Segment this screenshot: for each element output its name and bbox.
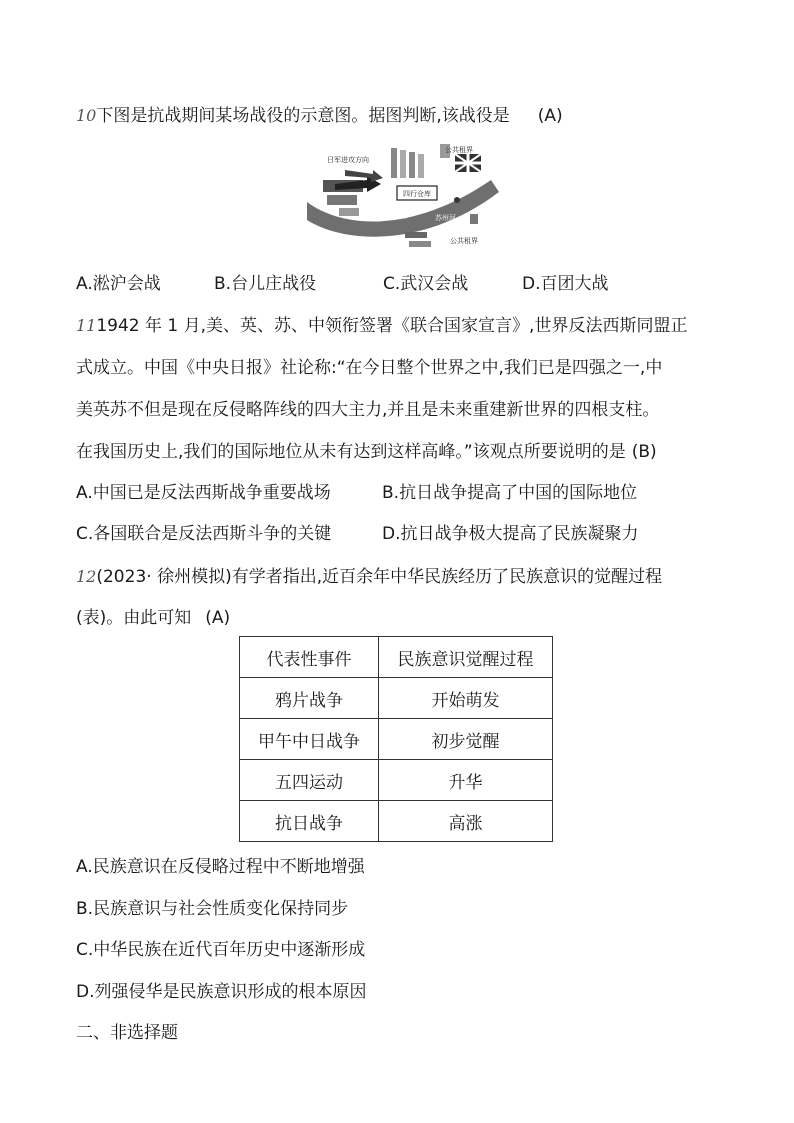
option-b: B.民族意识与社会性质变化保持同步	[76, 899, 349, 919]
option-d: D.列强侵华是民族意识形成的根本原因	[76, 982, 367, 1002]
option-a: A.中国已是反法西斯战争重要战场	[76, 483, 331, 503]
building-block	[409, 241, 431, 247]
map-label-warehouse: 四行仓库	[403, 190, 431, 198]
table-row	[240, 801, 553, 842]
question-stem: 下图是抗战期间某场战役的示意图。据图判断,该战役是	[96, 106, 510, 126]
option-c: C.各国联合是反法西斯斗争的关键	[76, 524, 332, 544]
answer-key: (A)	[205, 608, 231, 628]
table-row	[240, 760, 553, 801]
table-header: 民族意识觉醒过程	[379, 637, 553, 678]
awakening-table	[239, 636, 553, 842]
table-row	[240, 719, 553, 760]
building-block	[339, 208, 359, 216]
table-cell: 初步觉醒	[379, 719, 553, 760]
table-cell: 升华	[379, 760, 553, 801]
table-cell: 五四运动	[240, 760, 379, 801]
question-number: 11	[76, 316, 97, 335]
answer-key: (A)	[537, 106, 563, 126]
table-header: 代表性事件	[240, 637, 379, 678]
table-row	[240, 678, 553, 719]
q11-options-row	[76, 481, 637, 505]
building-block	[409, 152, 415, 178]
building-block	[391, 148, 397, 178]
option-c: C.中华民族在近代百年历史中逐渐形成	[76, 940, 366, 960]
battle-map-figure	[305, 140, 501, 252]
question-stem: (表)。由此可知	[76, 608, 192, 628]
building-block	[327, 195, 357, 205]
table-cell: 甲午中日战争	[240, 719, 379, 760]
question-stem: 在我国历史上,我们的国际地位从未有达到这样高峰。”该观点所要说明的是	[76, 442, 626, 462]
building-block	[470, 214, 478, 224]
map-label-direction: 日军进攻方向	[327, 156, 369, 164]
option-d: D.百团大战	[522, 274, 609, 294]
map-label-concession: 公共租界	[445, 146, 473, 154]
battle-map-svg	[305, 140, 501, 252]
option-a: A.民族意识在反侵略过程中不断地增强	[76, 857, 365, 877]
q11-stem-line	[76, 440, 657, 464]
map-label-river: 苏州河	[435, 214, 456, 222]
british-flag-icon	[455, 154, 481, 172]
building-block	[405, 232, 427, 238]
q10-stem-line	[76, 104, 563, 128]
q11-stem-line	[76, 314, 687, 338]
table-cell: 开始萌发	[379, 678, 553, 719]
table-header-row	[240, 637, 553, 678]
option-c: C.武汉会战	[383, 274, 469, 294]
q10-options	[76, 272, 609, 296]
building-block	[418, 154, 424, 178]
building-block	[400, 150, 406, 178]
map-marker-dot	[454, 197, 460, 203]
q12-stem-line	[76, 606, 230, 630]
question-stem: (2023· 徐州模拟)有学者指出,近百余年中华民族经历了民族意识的觉醒过程	[96, 567, 663, 587]
table-cell: 鸦片战争	[240, 678, 379, 719]
table-cell: 抗日战争	[240, 801, 379, 842]
q11-stem-line: 美英苏不但是现在反侵略阵线的四大主力,并且是未来重建新世界的四根支柱。	[76, 400, 660, 420]
option-b: B.台儿庄战役	[214, 274, 317, 294]
table-cell: 高涨	[379, 801, 553, 842]
question-stem: 1942 年 1 月,美、英、苏、中领衔签署《联合国家宣言》,世界反法西斯同盟正	[96, 316, 688, 336]
map-label-bank: 交通银行旧址	[371, 213, 408, 220]
question-number: 10	[76, 106, 97, 125]
option-d: D.抗日战争极大提高了民族凝聚力	[382, 524, 639, 544]
question-number: 12	[76, 567, 97, 586]
q12-stem-line	[76, 565, 662, 589]
option-b: B.抗日战争提高了中国的国际地位	[382, 483, 638, 503]
q11-stem-line: 式成立。中国《中央日报》社论称:“在今日整个世界之中,我们已是四强之一,中	[76, 358, 663, 378]
q11-options-row	[76, 522, 639, 546]
section-heading: 二、非选择题	[76, 1023, 178, 1043]
map-label-concession: 公共租界	[450, 237, 478, 245]
option-a: A.淞沪会战	[76, 274, 161, 294]
answer-key: (B)	[631, 442, 657, 462]
